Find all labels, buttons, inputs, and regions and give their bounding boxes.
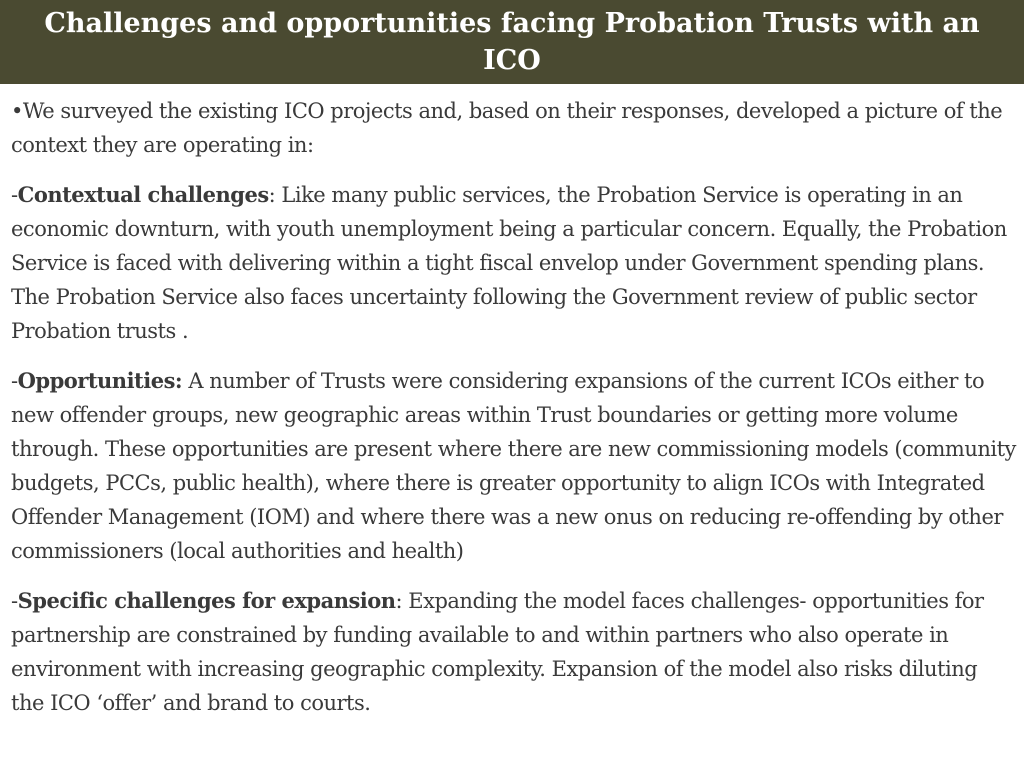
intro-paragraph bbox=[11, 94, 1016, 162]
slide-title-text: Challenges and opportunities facing Probation Trusts with an ICO bbox=[44, 8, 980, 76]
section-prefix: - bbox=[11, 589, 18, 613]
section-heading: Specific challenges for expansion bbox=[17, 588, 396, 613]
section-text: A number of Trusts were considering expansions of the current ICOs either to new offender groups, new geographic areas within Trust boundaries or getting more volume through. These opportunities are present where there are new commissioning models (community budgets, PCCs, public health), where there is greater opportunity to align ICOs with Integrated Offender Management (IOM) and where there was a new onus on reducing re-offending by other commissioners (local authorities and health) bbox=[11, 369, 1016, 563]
section-separator: : bbox=[395, 589, 403, 613]
section-heading: Opportunities: bbox=[17, 368, 183, 393]
section-prefix: - bbox=[11, 369, 18, 393]
section-specific-challenges bbox=[11, 584, 1016, 720]
slide-body bbox=[11, 94, 1016, 736]
section-contextual-challenges bbox=[11, 178, 1016, 348]
section-opportunities bbox=[11, 364, 1016, 568]
slide-title bbox=[0, 0, 1024, 84]
intro-text: We surveyed the existing ICO projects and, based on their responses, developed a picture of the context they are operating in: bbox=[11, 99, 1003, 157]
bullet-marker: • bbox=[11, 99, 23, 123]
section-heading: Contextual challenges bbox=[17, 182, 269, 207]
section-text: Like many public services, the Probation Service is operating in an economic downturn, with youth unemployment being a particular concern. Equally, the Probation Service is faced with delivering within a tight fiscal envelop under Government spending plans. The Probation Service also faces uncertainty following the Government review of public sector Probation trusts . bbox=[11, 183, 1007, 343]
section-prefix: - bbox=[11, 183, 18, 207]
section-separator: : bbox=[268, 183, 276, 207]
section-text: Expanding the model faces challenges- opportunities for partnership are constrained by funding available to and within partners who also operate in environment with increasing geographic complexity. Expansion of the model also risks diluting the ICO ‘offer’ and brand to courts. bbox=[11, 589, 984, 715]
